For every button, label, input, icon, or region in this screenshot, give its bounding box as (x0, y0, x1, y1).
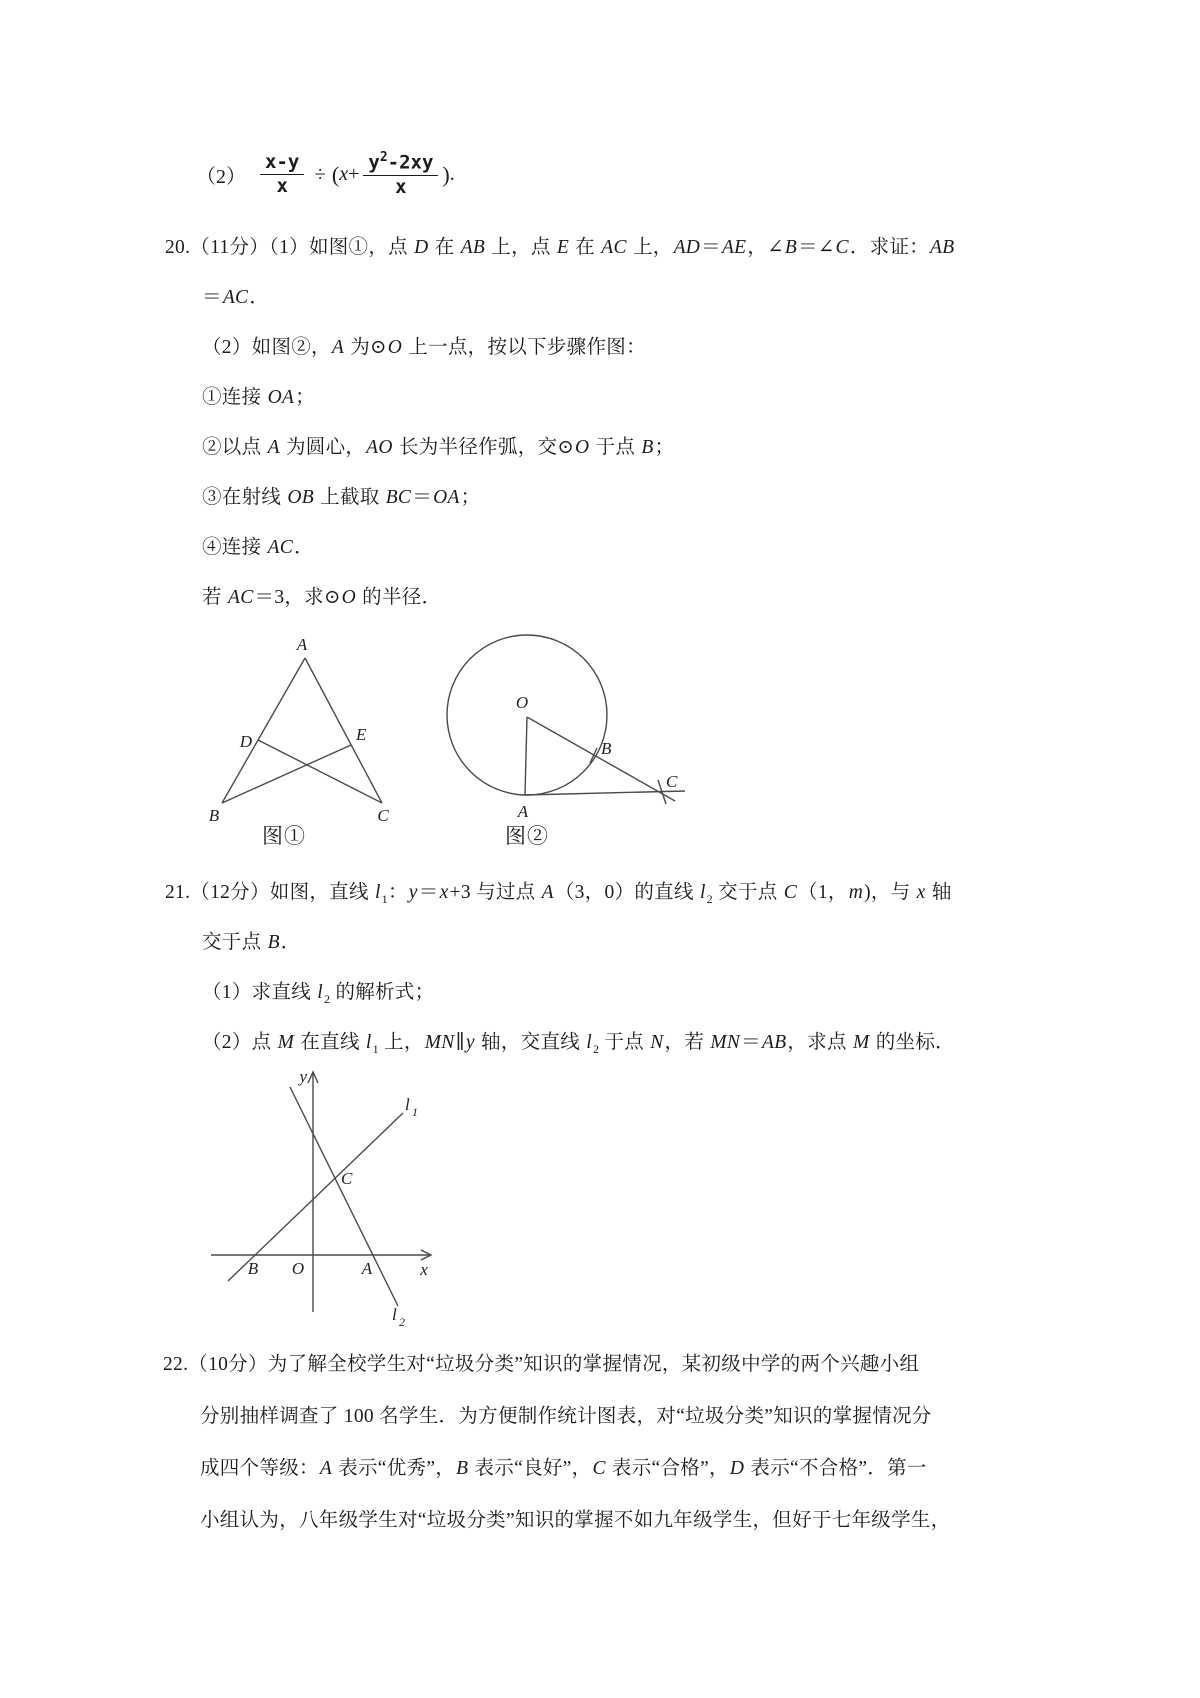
problem-20 (165, 223, 995, 623)
fraction-2 (363, 150, 438, 200)
problem-22 (163, 1339, 993, 1547)
text-line: （2）如图②，A 为⊙O 上一点，按以下步骤作图： (202, 337, 646, 358)
point-label-c: C (377, 806, 389, 825)
formula-expression (196, 150, 455, 200)
point-label-a: A (296, 635, 308, 654)
variable-x: x (339, 163, 349, 186)
line-label-l2-sub: 2 (399, 1315, 405, 1329)
formula-item-label: （2） (196, 166, 246, 189)
origin-label: O (291, 1259, 305, 1278)
point-label-a: A (517, 802, 529, 821)
figure-caption: 图① (262, 824, 306, 848)
fraction-1 (260, 151, 304, 200)
fraction-numerator: x-y (260, 151, 304, 176)
close-paren: ) (442, 161, 450, 187)
line-label-l1-sub: 1 (412, 1105, 418, 1119)
fraction-numerator: $y^2-2xy$ (363, 150, 438, 176)
text-line: 小组认为，八年级学生对“垃圾分类”知识的掌握不如九年级学生，但好于七年级学生， (200, 1510, 951, 1531)
problem-21 (165, 868, 995, 1068)
figure-triangle (185, 628, 415, 833)
open-paren: ( (331, 161, 340, 187)
text-line: 20.（11分）（1）如图①，点 D 在 AB 上，点 E 在 AC 上，AD＝AE，∠B＝∠C．求证：AB (165, 237, 955, 258)
point-label-b: B (208, 806, 220, 825)
text-line: ②以点 A 为圆心，AO 长为半径作弧，交⊙O 于点 B； (202, 437, 675, 458)
text-line: ＝AC． (202, 287, 270, 308)
point-label-d: D (239, 732, 252, 751)
point-label-o: O (515, 693, 529, 712)
fraction-denominator: x (395, 176, 407, 199)
line-label-l2: l (392, 1305, 397, 1324)
axis-label-y: y (299, 1067, 307, 1086)
text-line: 分别抽样调查了 100 名学生．为方便制作统计图表，对“垃圾分类”知识的掌握情况分 (200, 1406, 932, 1427)
text-line: （2）点 M 在直线 $l_1$ 上，MN∥y 轴，交直线 $l_2$ 于点 N，若 MN＝AB，求点 M 的坐标． (202, 1032, 955, 1056)
figure-circle (400, 628, 700, 833)
point-label-a: A (361, 1259, 373, 1278)
text-line: 交于点 B． (202, 932, 301, 953)
text-line: 成四个等级：A 表示“优秀”，B 表示“良好”，C 表示“合格”，D 表示“不合格”．第一 (200, 1458, 927, 1479)
divide-operator: ÷ (314, 162, 326, 187)
fraction-denominator: x (276, 175, 288, 198)
text-line: ③在射线 OB 上截取 BC＝OA； (202, 487, 481, 508)
text-line: 21.（12分）如图，直线 $l_1$：y＝x+3 与过点 A（3，0）的直线 $l_2$ 交于点 C（1，m)，与 x 轴 (165, 882, 952, 906)
point-label-c: C (666, 772, 678, 791)
text-line: 22.（10分）为了解全校学生对“垃圾分类”知识的掌握情况，某初级中学的两个兴趣小组 (163, 1354, 920, 1375)
text-line: 若 AC＝3，求⊙O 的半径． (202, 587, 442, 608)
figure-caption: 图② (505, 824, 549, 848)
line-label-l1: l (405, 1095, 410, 1114)
axis-label-x: x (420, 1260, 428, 1279)
point-label-b: B (247, 1259, 259, 1278)
period: . (449, 163, 455, 186)
point-label-b: B (601, 739, 612, 758)
plus-operator: + (348, 163, 360, 186)
point-label-e: E (356, 725, 367, 744)
coordinate-graph (195, 1058, 455, 1338)
text-line: ①连接 OA； (202, 387, 315, 408)
point-label-c: C (341, 1169, 353, 1188)
text-line: ④连接 AC． (202, 537, 314, 558)
text-line: （1）求直线 $l_2$ 的解析式； (202, 982, 435, 1006)
